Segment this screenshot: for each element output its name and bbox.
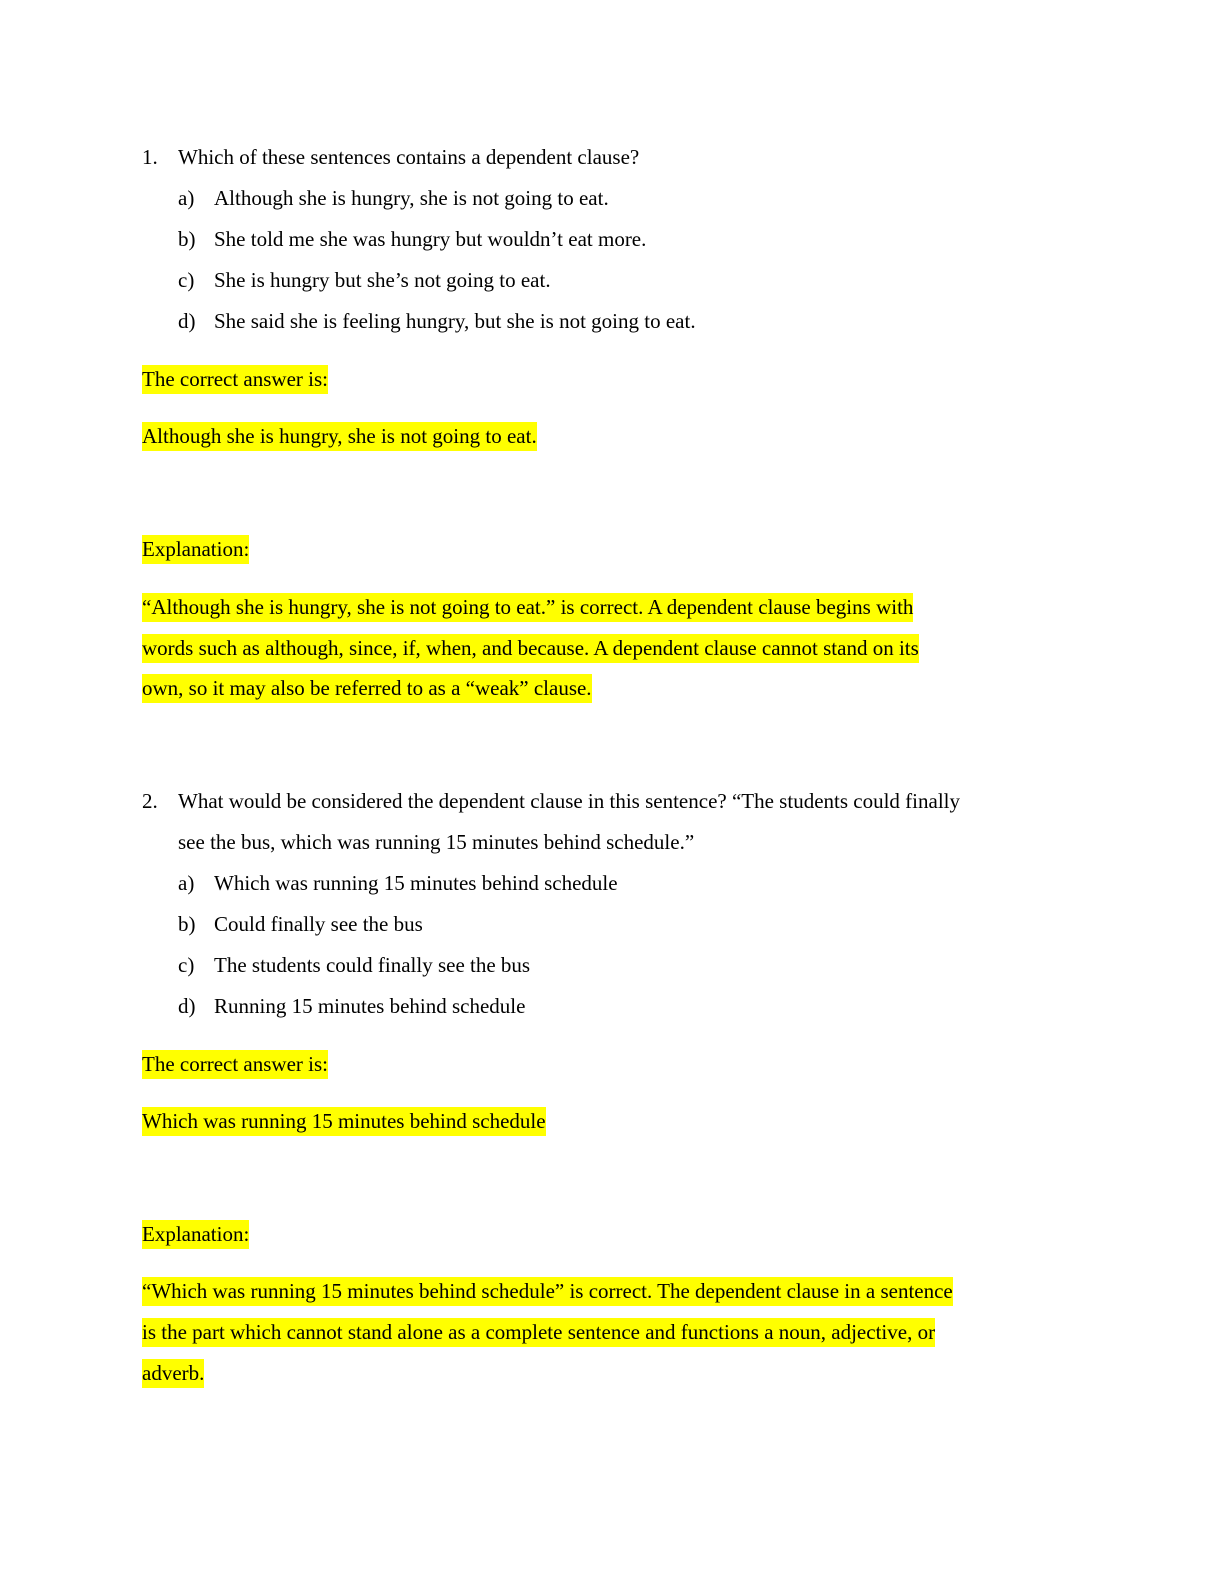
option-letter: b) — [178, 227, 196, 251]
question-text: What would be considered the dependent clause in this sentence? “The students could finally — [178, 789, 960, 813]
option-text: Although she is hungry, she is not going to eat. — [214, 186, 609, 210]
option-letter: a) — [178, 871, 195, 895]
question-text: see the bus, which was running 15 minutes behind schedule.” — [178, 830, 695, 854]
explanation-line: adverb. — [142, 1359, 204, 1388]
answer-text: Which was running 15 minutes behind schedule — [142, 1107, 546, 1136]
answer-label: The correct answer is: — [142, 1050, 328, 1079]
question-text: Which of these sentences contains a dependent clause? — [178, 145, 640, 169]
explanation-line: “Which was running 15 minutes behind schedule” is correct. The dependent clause in a sentence — [142, 1277, 953, 1306]
answer-label: The correct answer is: — [142, 365, 328, 394]
option-text: She is hungry but she’s not going to eat. — [214, 268, 551, 292]
option-letter: a) — [178, 186, 195, 210]
option-letter: c) — [178, 268, 195, 292]
option-letter: b) — [178, 912, 196, 936]
explanation-line: is the part which cannot stand alone as a complete sentence and functions a noun, adjective, or — [142, 1318, 935, 1347]
explanation-line: words such as although, since, if, when, and because. A dependent clause cannot stand on its — [142, 634, 919, 663]
option-letter: c) — [178, 953, 195, 977]
option-letter: d) — [178, 309, 196, 333]
explanation-label: Explanation: — [142, 535, 249, 564]
option-text: Could finally see the bus — [214, 912, 423, 936]
question-number: 1. — [142, 145, 158, 169]
option-text: She told me she was hungry but wouldn’t eat more. — [214, 227, 647, 251]
option-text: Running 15 minutes behind schedule — [214, 994, 526, 1018]
answer-text: Although she is hungry, she is not going to eat. — [142, 422, 537, 451]
option-text: She said she is feeling hungry, but she is not going to eat. — [214, 309, 696, 333]
question-number: 2. — [142, 789, 158, 813]
explanation-label: Explanation: — [142, 1220, 249, 1249]
option-letter: d) — [178, 994, 196, 1018]
explanation-line: own, so it may also be referred to as a “weak” clause. — [142, 674, 592, 703]
option-text: The students could finally see the bus — [214, 953, 531, 977]
option-text: Which was running 15 minutes behind schedule — [214, 871, 618, 895]
explanation-line: “Although she is hungry, she is not going to eat.” is correct. A dependent clause begins with — [142, 593, 913, 622]
